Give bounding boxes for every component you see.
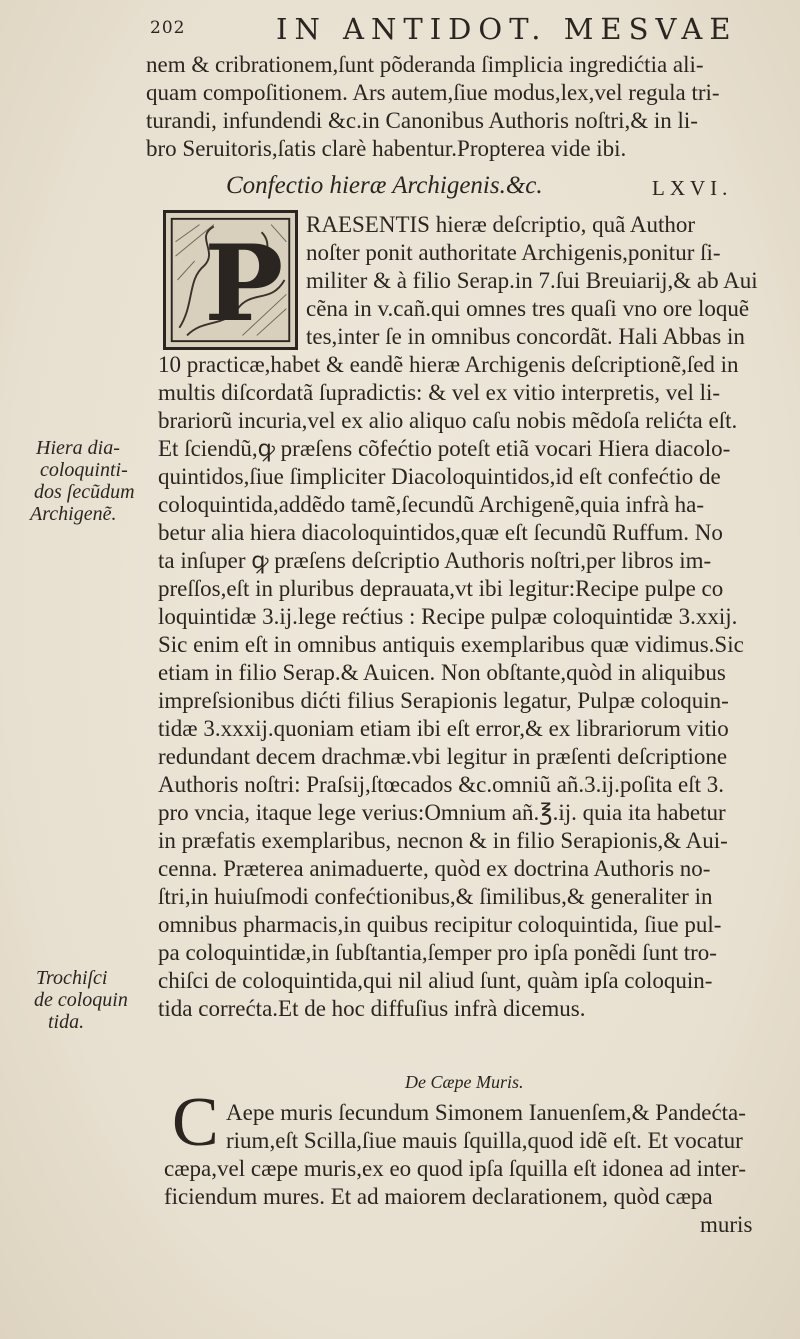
margin-note-trochisci: tida.: [48, 1011, 85, 1033]
body-line: etiam in filio Serap.& Auicen. Non obſtante,quòd in aliquibus: [158, 660, 726, 685]
body-line: Et ſciendũ,ꝙ præſens cõfećtio poteſt etiã vocari Hiera diacolo-: [158, 436, 731, 461]
body-line: ta inſuper ꝙ præſens deſcriptio Authoris noſtri,per libros im-: [158, 548, 712, 573]
body-line: militer & à filio Serap.in 7.ſui Breuiarij,& ab Aui: [306, 268, 758, 293]
intro-line: nem & cribrationem,ſunt põderanda ſimplicia ingredićtia ali-: [146, 52, 704, 77]
section-initial-c: C: [172, 1084, 219, 1161]
section2-line: rium,eſt Scilla,ſiue mauis ſquilla,quod idẽ eſt. Et vocatur: [226, 1128, 743, 1153]
section2-line: Aepe muris ſecundum Simonem Ianuenſem,& Pandećta-: [226, 1100, 746, 1125]
initial-ornament: [166, 213, 295, 347]
body-line: loquintidæ 3.ij.lege rećtius : Recipe pulpæ coloquintidæ 3.xxij.: [158, 604, 738, 629]
body-line: brariorũ incuria,vel ex alio aliquo caſu nobis mẽdoſa relićta eſt.: [158, 408, 738, 433]
body-line: chiſci de coloquintida,qui nil aliud ſunt, quàm ipſa coloquin-: [158, 968, 713, 993]
intro-line: quam compoſitionem. Ars autem,ſiue modus,lex,vel regula tri-: [146, 80, 720, 105]
section2-line: cæpa,vel cæpe muris,ex eo quod ipſa ſquilla eſt idonea ad inter-: [164, 1156, 747, 1181]
body-line: cẽna in v.cañ.qui omnes tres quaſi vno ore loquẽ: [306, 296, 750, 321]
intro-line: bro Seruitoris,ſatis clarè habentur.Propterea vide ibi.: [146, 136, 627, 161]
body-line: tida correćta.Et de hoc diffuſius infrà dicemus.: [158, 996, 586, 1021]
chapter-number: LXVI.: [652, 176, 733, 200]
body-line: quintidos,ſiue ſimpliciter Diacoloquintidos,id eſt confećtio de: [158, 464, 721, 489]
section2-line: ficiendum mures. Et ad maiorem declarationem, quòd cæpa: [164, 1184, 713, 1209]
body-line: redundant decem drachmæ.vbi legitur in præſenti deſcriptione: [158, 744, 728, 769]
body-line: Sic enim eſt in omnibus antiquis exemplaribus quæ vidimus.Sic: [158, 632, 744, 657]
body-line: noſter ponit authoritate Archigenis,ponitur ſi-: [306, 240, 721, 265]
body-line: 10 practicæ,habet & eandẽ hieræ Archigenis deſcriptionẽ,ſed in: [158, 352, 739, 377]
body-line: tes,inter ſe in omnibus concordãt. Hali Abbas in: [306, 324, 745, 349]
body-line: coloquintida,addẽdo tamẽ,ſecundũ Archigenẽ,quia infrà ha-: [158, 492, 705, 517]
initial-letter: P: [204, 221, 284, 346]
decorated-initial-p-icon: [163, 210, 298, 350]
body-line: pa coloquintidæ,in ſubſtantia,ſemper pro ipſa ponẽdi ſunt tro-: [158, 940, 717, 965]
page-header: [0, 12, 800, 48]
body-line: cenna. Præterea animaduerte, quòd ex doctrina Authoris no-: [158, 856, 711, 881]
body-line: multis diſcordatã ſupradictis: & vel ex vitio interpretis, vel li-: [158, 380, 721, 405]
margin-note-trochisci: de coloquin: [34, 989, 128, 1011]
body-line: betur alia hiera diacoloquintidos,quæ eſt ſecundũ Ruffum. No: [158, 520, 723, 545]
page-number: 202: [150, 18, 186, 38]
section-caption: Confectio hieræ Archigenis.&c.: [226, 172, 543, 199]
body-line: tidæ 3.xxxij.quoniam etiam ibi eſt error,& ex librariorum vitio: [158, 716, 729, 741]
section-subheading: De Cæpe Muris.: [405, 1072, 524, 1092]
catchword: muris: [700, 1212, 753, 1237]
body-line: preſſos,eſt in pluribus deprauata,vt ibi legitur:Recipe pulpe co: [158, 576, 724, 601]
margin-note-hiera: dos ſecũdum: [34, 481, 135, 503]
body-line: in præfatis exemplaribus, necnon & in filio Serapionis,& Aui-: [158, 828, 728, 853]
margin-note-trochisci: Trochiſci: [36, 967, 108, 989]
margin-note-hiera: Archigenẽ.: [30, 503, 117, 525]
body-line: impreſsionibus dićti filius Serapionis legatur, Pulpæ coloquin-: [158, 688, 729, 713]
body-line: RAESENTIS hieræ deſcriptio, quã Author: [306, 212, 696, 237]
body-line: ſtri,in huiuſmodi confećtionibus,& ſimilibus,& generaliter in: [158, 884, 713, 909]
margin-note-hiera: Hiera dia-: [36, 437, 120, 459]
margin-note-hiera: coloquinti-: [40, 459, 128, 481]
body-line: pro vncia, itaque lege verius:Omnium añ.℥.ij. quia ita habetur: [158, 800, 726, 825]
body-line: omnibus pharmacis,in quibus recipitur coloquintida, ſiue pul-: [158, 912, 722, 937]
running-title: IN ANTIDOT. MESVAE: [276, 12, 738, 46]
body-line: Authoris noſtri: Praſsij,ſtœcados &c.omniũ añ.3.ij.poſita eſt 3.: [158, 772, 724, 797]
intro-line: turandi, infundendi &c.in Canonibus Authoris noſtri,& in li-: [146, 108, 698, 133]
